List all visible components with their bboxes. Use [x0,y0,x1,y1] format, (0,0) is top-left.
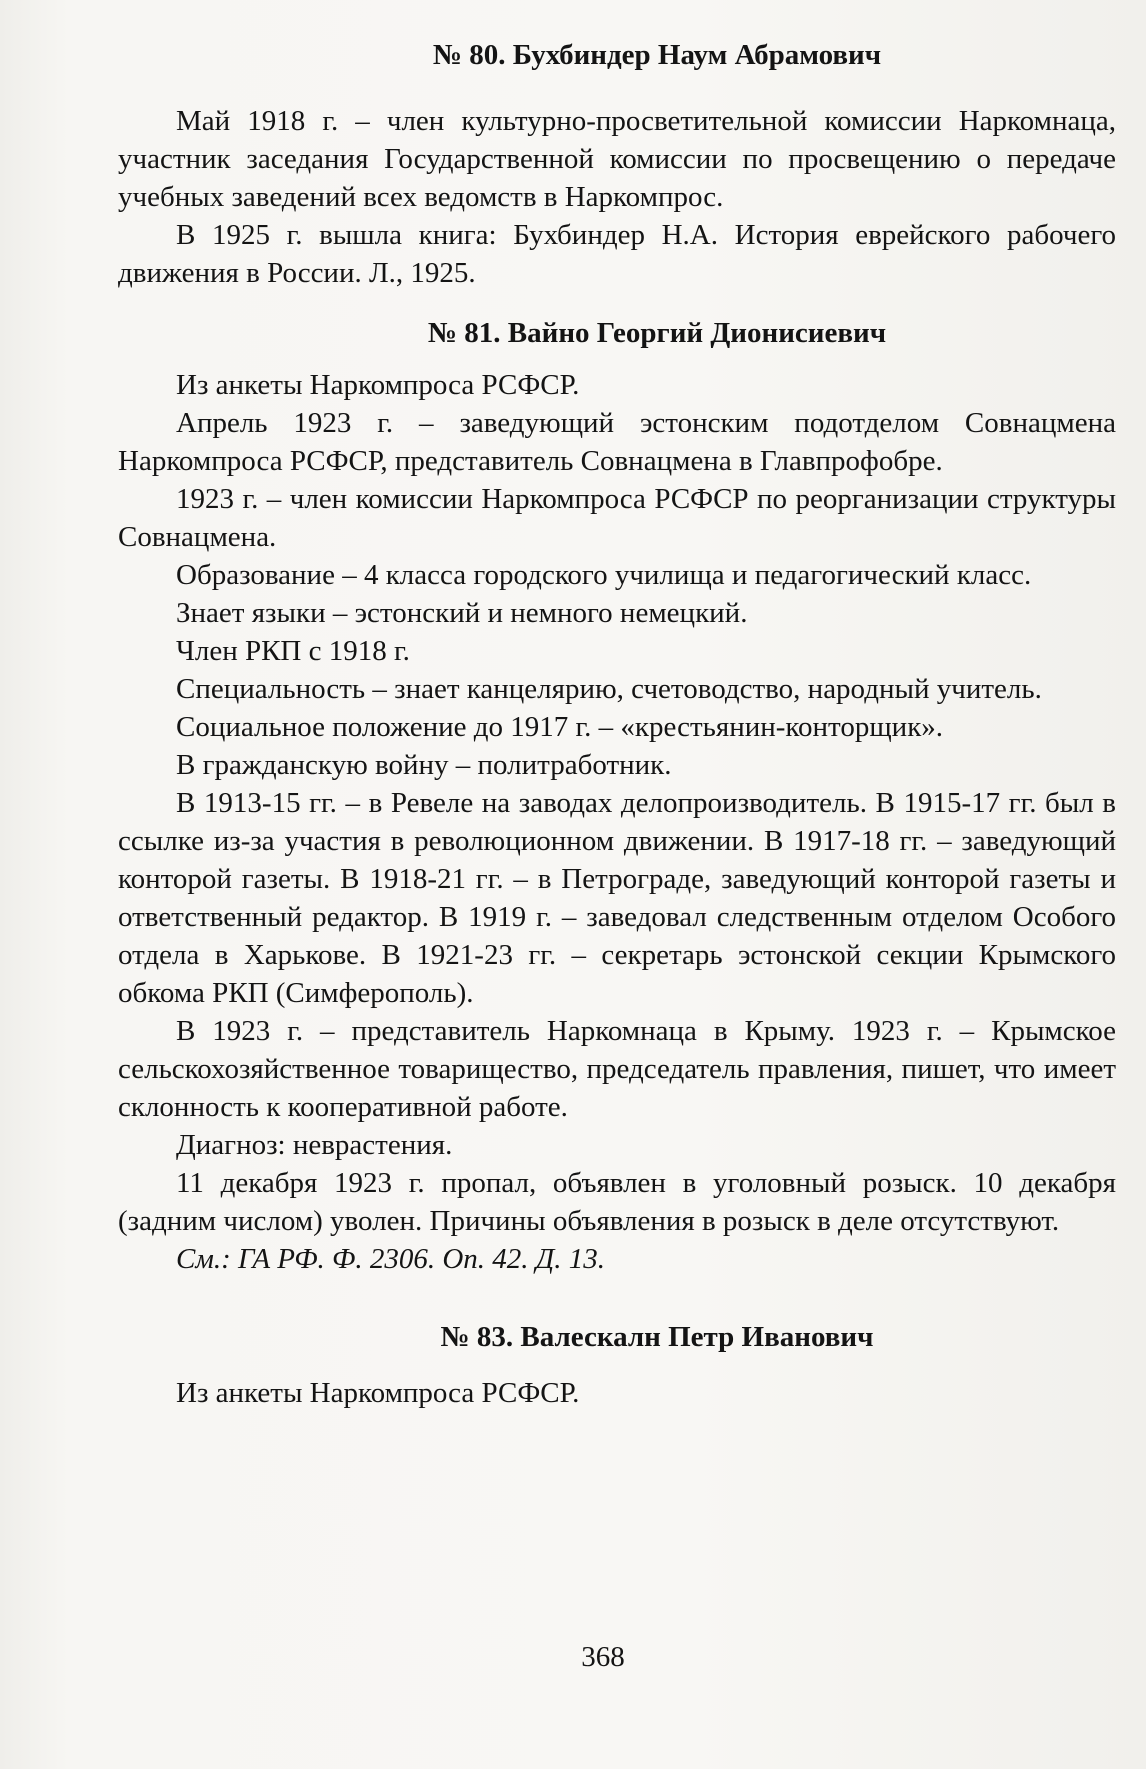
entry-81-paragraph: Специальность – знает канцелярию, счетоводство, народный учитель. [176,673,1042,705]
entry-80-paragraph: Май 1918 г. – член культурно-просветительной комиссии Наркомнаца, участник заседания Государственной комиссии по просвещению о передаче учебных заведений всех ведомств в Наркомпрос. [118,105,1116,213]
entry-81-paragraph: 11 декабря 1923 г. пропал, объявлен в уголовный розыск. 10 декабря (задним числом) уволен. Причины объявления в розыск в деле отсутствуют. [118,1167,1116,1237]
entry-80-heading: № 80. Бухбиндер Наум Абрамович [432,39,882,71]
text-column [118,36,1116,1412]
entry-81-paragraph: В 1923 г. – представитель Наркомнаца в Крыму. 1923 г. – Крымское сельскохозяйственное товарищество, председатель правления, пишет, что имеет склонность к кооперативной работе. [118,1015,1116,1123]
entry-81-paragraph: Образование – 4 класса городского училища и педагогический класс. [176,559,1032,591]
entry-83-paragraph: Из анкеты Наркомпроса РСФСР. [176,1377,580,1409]
entry-81-paragraph: 1923 г. – член комиссии Наркомпроса РСФСР по реорганизации структуры Совнацмена. [118,483,1116,553]
page-number: 368 [581,1641,625,1673]
entry-81-paragraph: Апрель 1923 г. – заведующий эстонским подотделом Совнацмена Наркомпроса РСФСР, представитель Совнацмена в Главпрофобре. [118,407,1116,477]
entry-81-archive-reference: См.: ГА РФ. Ф. 2306. Оп. 42. Д. 13. [176,1243,606,1275]
entry-81-paragraph: Диагноз: неврастения. [176,1129,453,1161]
entry-81-heading: № 81. Вайно Георгий Дионисиевич [427,317,887,349]
entry-81-paragraph: В 1913-15 гг. – в Ревеле на заводах делопроизводитель. В 1915-17 гг. был в ссылке из-за участия в революционном движении. В 1917-18 гг. – заведующий конторой газеты. В 1918-21 гг. – в Петрограде, заведующий конторой газеты и ответственный редактор. В 1919 г. – заведовал следственным отделом Особого отдела в Харькове. В 1921-23 гг. – секретарь эстонской секции Крымского обкома РКП (Симферополь). [118,787,1116,1009]
entry-81-paragraph: Знает языки – эстонский и немного немецкий. [176,597,748,629]
entry-81-paragraph: Социальное положение до 1917 г. – «крестьянин-конторщик». [176,711,944,743]
entry-83-heading: № 83. Валескалн Петр Иванович [440,1321,874,1353]
entry-81-paragraph: Из анкеты Наркомпроса РСФСР. [176,369,580,401]
entry-81-paragraph: Член РКП с 1918 г. [176,635,410,667]
entry-80-paragraph: В 1925 г. вышла книга: Бухбиндер Н.А. История еврейского рабочего движения в России. Л., 1925. [118,219,1116,289]
entry-81-paragraph: В гражданскую войну – политработник. [176,749,672,781]
